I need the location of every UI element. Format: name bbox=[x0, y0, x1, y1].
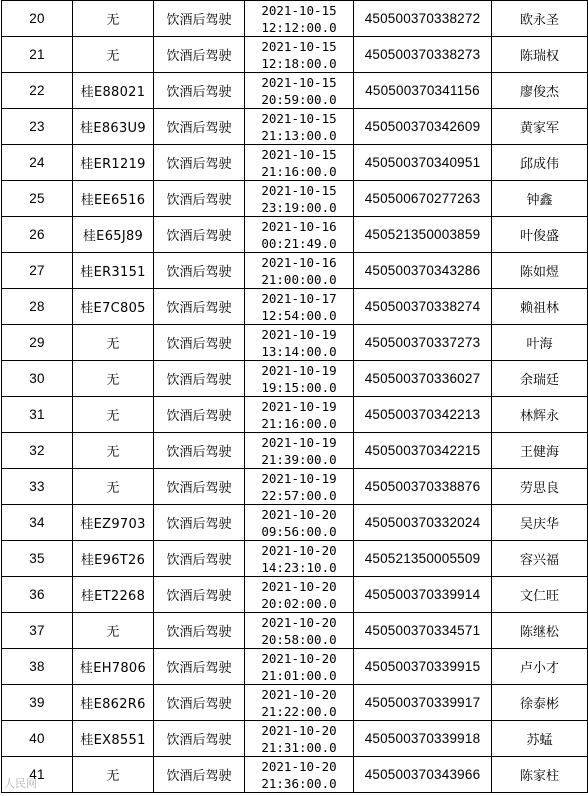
row-number: 34 bbox=[2, 505, 73, 541]
person-name: 苏蜢 bbox=[492, 721, 588, 757]
plate-number: 桂ER1219 bbox=[73, 145, 154, 181]
document-number: 450500370339914 bbox=[354, 577, 492, 613]
time: 21:01:00.0 bbox=[261, 667, 337, 683]
document-number: 450521350005509 bbox=[354, 541, 492, 577]
date: 2021-10-15 bbox=[261, 74, 337, 90]
row-number: 30 bbox=[2, 361, 73, 397]
offense: 饮酒后驾驶 bbox=[154, 325, 245, 361]
date: 2021-10-20 bbox=[261, 686, 337, 702]
offense: 饮酒后驾驶 bbox=[154, 505, 245, 541]
datetime bbox=[245, 433, 354, 469]
table-row bbox=[2, 217, 588, 253]
row-number: 28 bbox=[2, 289, 73, 325]
violations-table bbox=[1, 0, 588, 793]
plate-number: 无 bbox=[73, 361, 154, 397]
person-name: 陈继松 bbox=[492, 613, 588, 649]
person-name: 钟鑫 bbox=[492, 181, 588, 217]
plate-number: 无 bbox=[73, 469, 154, 505]
plate-number: 无 bbox=[73, 397, 154, 433]
datetime bbox=[245, 613, 354, 649]
row-number: 33 bbox=[2, 469, 73, 505]
person-name: 欧永圣 bbox=[492, 1, 588, 37]
date: 2021-10-19 bbox=[261, 434, 337, 450]
offense: 饮酒后驾驶 bbox=[154, 145, 245, 181]
offense: 饮酒后驾驶 bbox=[154, 541, 245, 577]
datetime bbox=[245, 1, 354, 37]
document-number: 450500370338272 bbox=[354, 1, 492, 37]
offense: 饮酒后驾驶 bbox=[154, 685, 245, 721]
person-name: 文仁旺 bbox=[492, 577, 588, 613]
row-number: 37 bbox=[2, 613, 73, 649]
document-number: 450500370340951 bbox=[354, 145, 492, 181]
datetime bbox=[245, 145, 354, 181]
person-name: 劳思良 bbox=[492, 469, 588, 505]
row-number: 32 bbox=[2, 433, 73, 469]
date: 2021-10-17 bbox=[261, 290, 337, 306]
document-number: 450500370338876 bbox=[354, 469, 492, 505]
document-number: 450500370343966 bbox=[354, 757, 492, 793]
offense: 饮酒后驾驶 bbox=[154, 217, 245, 253]
document-number: 450500370343286 bbox=[354, 253, 492, 289]
table-row bbox=[2, 577, 588, 613]
plate-number: 无 bbox=[73, 325, 154, 361]
plate-number: 桂EH7806 bbox=[73, 649, 154, 685]
table-row bbox=[2, 145, 588, 181]
date: 2021-10-15 bbox=[261, 38, 337, 54]
offense: 饮酒后驾驶 bbox=[154, 109, 245, 145]
date: 2021-10-20 bbox=[261, 614, 337, 630]
date: 2021-10-15 bbox=[261, 146, 337, 162]
offense: 饮酒后驾驶 bbox=[154, 577, 245, 613]
time: 00:21:49.0 bbox=[261, 235, 337, 251]
time: 19:15:00.0 bbox=[261, 379, 337, 395]
table-row bbox=[2, 361, 588, 397]
plate-number: 桂EE6516 bbox=[73, 181, 154, 217]
time: 22:57:00.0 bbox=[261, 487, 337, 503]
time: 21:22:00.0 bbox=[261, 703, 337, 719]
plate-number: 桂ET2268 bbox=[73, 577, 154, 613]
datetime bbox=[245, 469, 354, 505]
document-number: 450500370342213 bbox=[354, 397, 492, 433]
date: 2021-10-20 bbox=[261, 722, 337, 738]
person-name: 廖俊杰 bbox=[492, 73, 588, 109]
date: 2021-10-20 bbox=[261, 578, 337, 594]
row-number: 31 bbox=[2, 397, 73, 433]
time: 21:16:00.0 bbox=[261, 163, 337, 179]
person-name: 邱成伟 bbox=[492, 145, 588, 181]
time: 09:56:00.0 bbox=[261, 523, 337, 539]
datetime bbox=[245, 181, 354, 217]
time: 23:19:00.0 bbox=[261, 199, 337, 215]
table-row bbox=[2, 181, 588, 217]
date: 2021-10-19 bbox=[261, 470, 337, 486]
datetime bbox=[245, 289, 354, 325]
document-number: 450500370339917 bbox=[354, 685, 492, 721]
person-name: 陈瑞权 bbox=[492, 37, 588, 73]
datetime bbox=[245, 253, 354, 289]
plate-number: 桂ER3151 bbox=[73, 253, 154, 289]
offense: 饮酒后驾驶 bbox=[154, 433, 245, 469]
plate-number: 桂E65J89 bbox=[73, 217, 154, 253]
person-name: 徐泰彬 bbox=[492, 685, 588, 721]
time: 20:58:00.0 bbox=[261, 631, 337, 647]
table-row bbox=[2, 613, 588, 649]
time: 12:54:00.0 bbox=[261, 307, 337, 323]
datetime bbox=[245, 685, 354, 721]
row-number: 36 bbox=[2, 577, 73, 613]
table-row bbox=[2, 253, 588, 289]
table-row bbox=[2, 289, 588, 325]
offense: 饮酒后驾驶 bbox=[154, 721, 245, 757]
date: 2021-10-15 bbox=[261, 110, 337, 126]
row-number: 39 bbox=[2, 685, 73, 721]
plate-number: 无 bbox=[73, 613, 154, 649]
row-number: 26 bbox=[2, 217, 73, 253]
table-body bbox=[2, 1, 588, 793]
time: 21:16:00.0 bbox=[261, 415, 337, 431]
date: 2021-10-20 bbox=[261, 506, 337, 522]
person-name: 黄家军 bbox=[492, 109, 588, 145]
row-number: 40 bbox=[2, 721, 73, 757]
date: 2021-10-15 bbox=[261, 182, 337, 198]
document-number: 450521350003859 bbox=[354, 217, 492, 253]
date: 2021-10-19 bbox=[261, 326, 337, 342]
person-name: 叶海 bbox=[492, 325, 588, 361]
watermark: 人民网 bbox=[4, 777, 37, 790]
datetime bbox=[245, 37, 354, 73]
plate-number: 桂E88021 bbox=[73, 73, 154, 109]
document-number: 450500370338274 bbox=[354, 289, 492, 325]
offense: 饮酒后驾驶 bbox=[154, 757, 245, 793]
datetime bbox=[245, 109, 354, 145]
offense: 饮酒后驾驶 bbox=[154, 613, 245, 649]
document-number: 450500370341156 bbox=[354, 73, 492, 109]
row-number: 35 bbox=[2, 541, 73, 577]
datetime bbox=[245, 73, 354, 109]
table-row bbox=[2, 649, 588, 685]
document-number: 450500370334571 bbox=[354, 613, 492, 649]
offense: 饮酒后驾驶 bbox=[154, 37, 245, 73]
offense: 饮酒后驾驶 bbox=[154, 253, 245, 289]
time: 20:02:00.0 bbox=[261, 595, 337, 611]
row-number: 27 bbox=[2, 253, 73, 289]
table-row bbox=[2, 721, 588, 757]
table-row bbox=[2, 433, 588, 469]
time: 12:18:00.0 bbox=[261, 55, 337, 71]
offense: 饮酒后驾驶 bbox=[154, 73, 245, 109]
plate-number: 桂EX8551 bbox=[73, 721, 154, 757]
row-number: 20 bbox=[2, 1, 73, 37]
plate-number: 桂E862R6 bbox=[73, 685, 154, 721]
person-name: 赖祖林 bbox=[492, 289, 588, 325]
document-number: 450500370336027 bbox=[354, 361, 492, 397]
datetime bbox=[245, 757, 354, 793]
table-row bbox=[2, 505, 588, 541]
plate-number: 无 bbox=[73, 37, 154, 73]
time: 14:23:10.0 bbox=[261, 559, 337, 575]
date: 2021-10-15 bbox=[261, 2, 337, 18]
document-number: 450500370339915 bbox=[354, 649, 492, 685]
person-name: 卢小才 bbox=[492, 649, 588, 685]
plate-number: 桂E96T26 bbox=[73, 541, 154, 577]
document-number: 450500370339918 bbox=[354, 721, 492, 757]
table-row bbox=[2, 1, 588, 37]
datetime bbox=[245, 577, 354, 613]
date: 2021-10-20 bbox=[261, 542, 337, 558]
document-number: 450500370337273 bbox=[354, 325, 492, 361]
datetime bbox=[245, 721, 354, 757]
table-row bbox=[2, 397, 588, 433]
datetime bbox=[245, 505, 354, 541]
date: 2021-10-16 bbox=[261, 218, 337, 234]
table-row bbox=[2, 37, 588, 73]
time: 21:39:00.0 bbox=[261, 451, 337, 467]
offense: 饮酒后驾驶 bbox=[154, 649, 245, 685]
offense: 饮酒后驾驶 bbox=[154, 469, 245, 505]
table-row bbox=[2, 469, 588, 505]
document-number: 450500370338273 bbox=[354, 37, 492, 73]
plate-number: 桂E7C805 bbox=[73, 289, 154, 325]
document-number: 450500370342215 bbox=[354, 433, 492, 469]
table-row bbox=[2, 541, 588, 577]
row-number: 23 bbox=[2, 109, 73, 145]
table-row bbox=[2, 757, 588, 793]
offense: 饮酒后驾驶 bbox=[154, 1, 245, 37]
person-name: 容兴福 bbox=[492, 541, 588, 577]
document-number: 450500670277263 bbox=[354, 181, 492, 217]
plate-number: 无 bbox=[73, 433, 154, 469]
plate-number: 桂E863U9 bbox=[73, 109, 154, 145]
table-row bbox=[2, 325, 588, 361]
table-row bbox=[2, 685, 588, 721]
time: 21:36:00.0 bbox=[261, 775, 337, 791]
datetime bbox=[245, 217, 354, 253]
row-number: 29 bbox=[2, 325, 73, 361]
date: 2021-10-16 bbox=[261, 254, 337, 270]
plate-number: 桂EZ9703 bbox=[73, 505, 154, 541]
person-name: 林辉永 bbox=[492, 397, 588, 433]
time: 20:59:00.0 bbox=[261, 91, 337, 107]
offense: 饮酒后驾驶 bbox=[154, 289, 245, 325]
row-number: 21 bbox=[2, 37, 73, 73]
row-number: 38 bbox=[2, 649, 73, 685]
datetime bbox=[245, 397, 354, 433]
date: 2021-10-19 bbox=[261, 398, 337, 414]
row-number: 22 bbox=[2, 73, 73, 109]
time: 13:14:00.0 bbox=[261, 343, 337, 359]
plate-number: 无 bbox=[73, 1, 154, 37]
datetime bbox=[245, 649, 354, 685]
person-name: 吴庆华 bbox=[492, 505, 588, 541]
document-number: 450500370342609 bbox=[354, 109, 492, 145]
row-number: 24 bbox=[2, 145, 73, 181]
time: 21:00:00.0 bbox=[261, 271, 337, 287]
plate-number: 无 bbox=[73, 757, 154, 793]
datetime bbox=[245, 541, 354, 577]
date: 2021-10-20 bbox=[261, 758, 337, 774]
offense: 饮酒后驾驶 bbox=[154, 181, 245, 217]
row-number: 41 bbox=[2, 757, 73, 793]
time: 21:31:00.0 bbox=[261, 739, 337, 755]
table-row bbox=[2, 73, 588, 109]
time: 21:13:00.0 bbox=[261, 127, 337, 143]
time: 12:12:00.0 bbox=[261, 19, 337, 35]
person-name: 陈家柱 bbox=[492, 757, 588, 793]
datetime bbox=[245, 361, 354, 397]
date: 2021-10-20 bbox=[261, 650, 337, 666]
person-name: 陈如煜 bbox=[492, 253, 588, 289]
person-name: 叶俊盛 bbox=[492, 217, 588, 253]
document-number: 450500370332024 bbox=[354, 505, 492, 541]
row-number: 25 bbox=[2, 181, 73, 217]
datetime bbox=[245, 325, 354, 361]
table-row bbox=[2, 109, 588, 145]
offense: 饮酒后驾驶 bbox=[154, 361, 245, 397]
person-name: 王健海 bbox=[492, 433, 588, 469]
person-name: 余瑞廷 bbox=[492, 361, 588, 397]
date: 2021-10-19 bbox=[261, 362, 337, 378]
offense: 饮酒后驾驶 bbox=[154, 397, 245, 433]
